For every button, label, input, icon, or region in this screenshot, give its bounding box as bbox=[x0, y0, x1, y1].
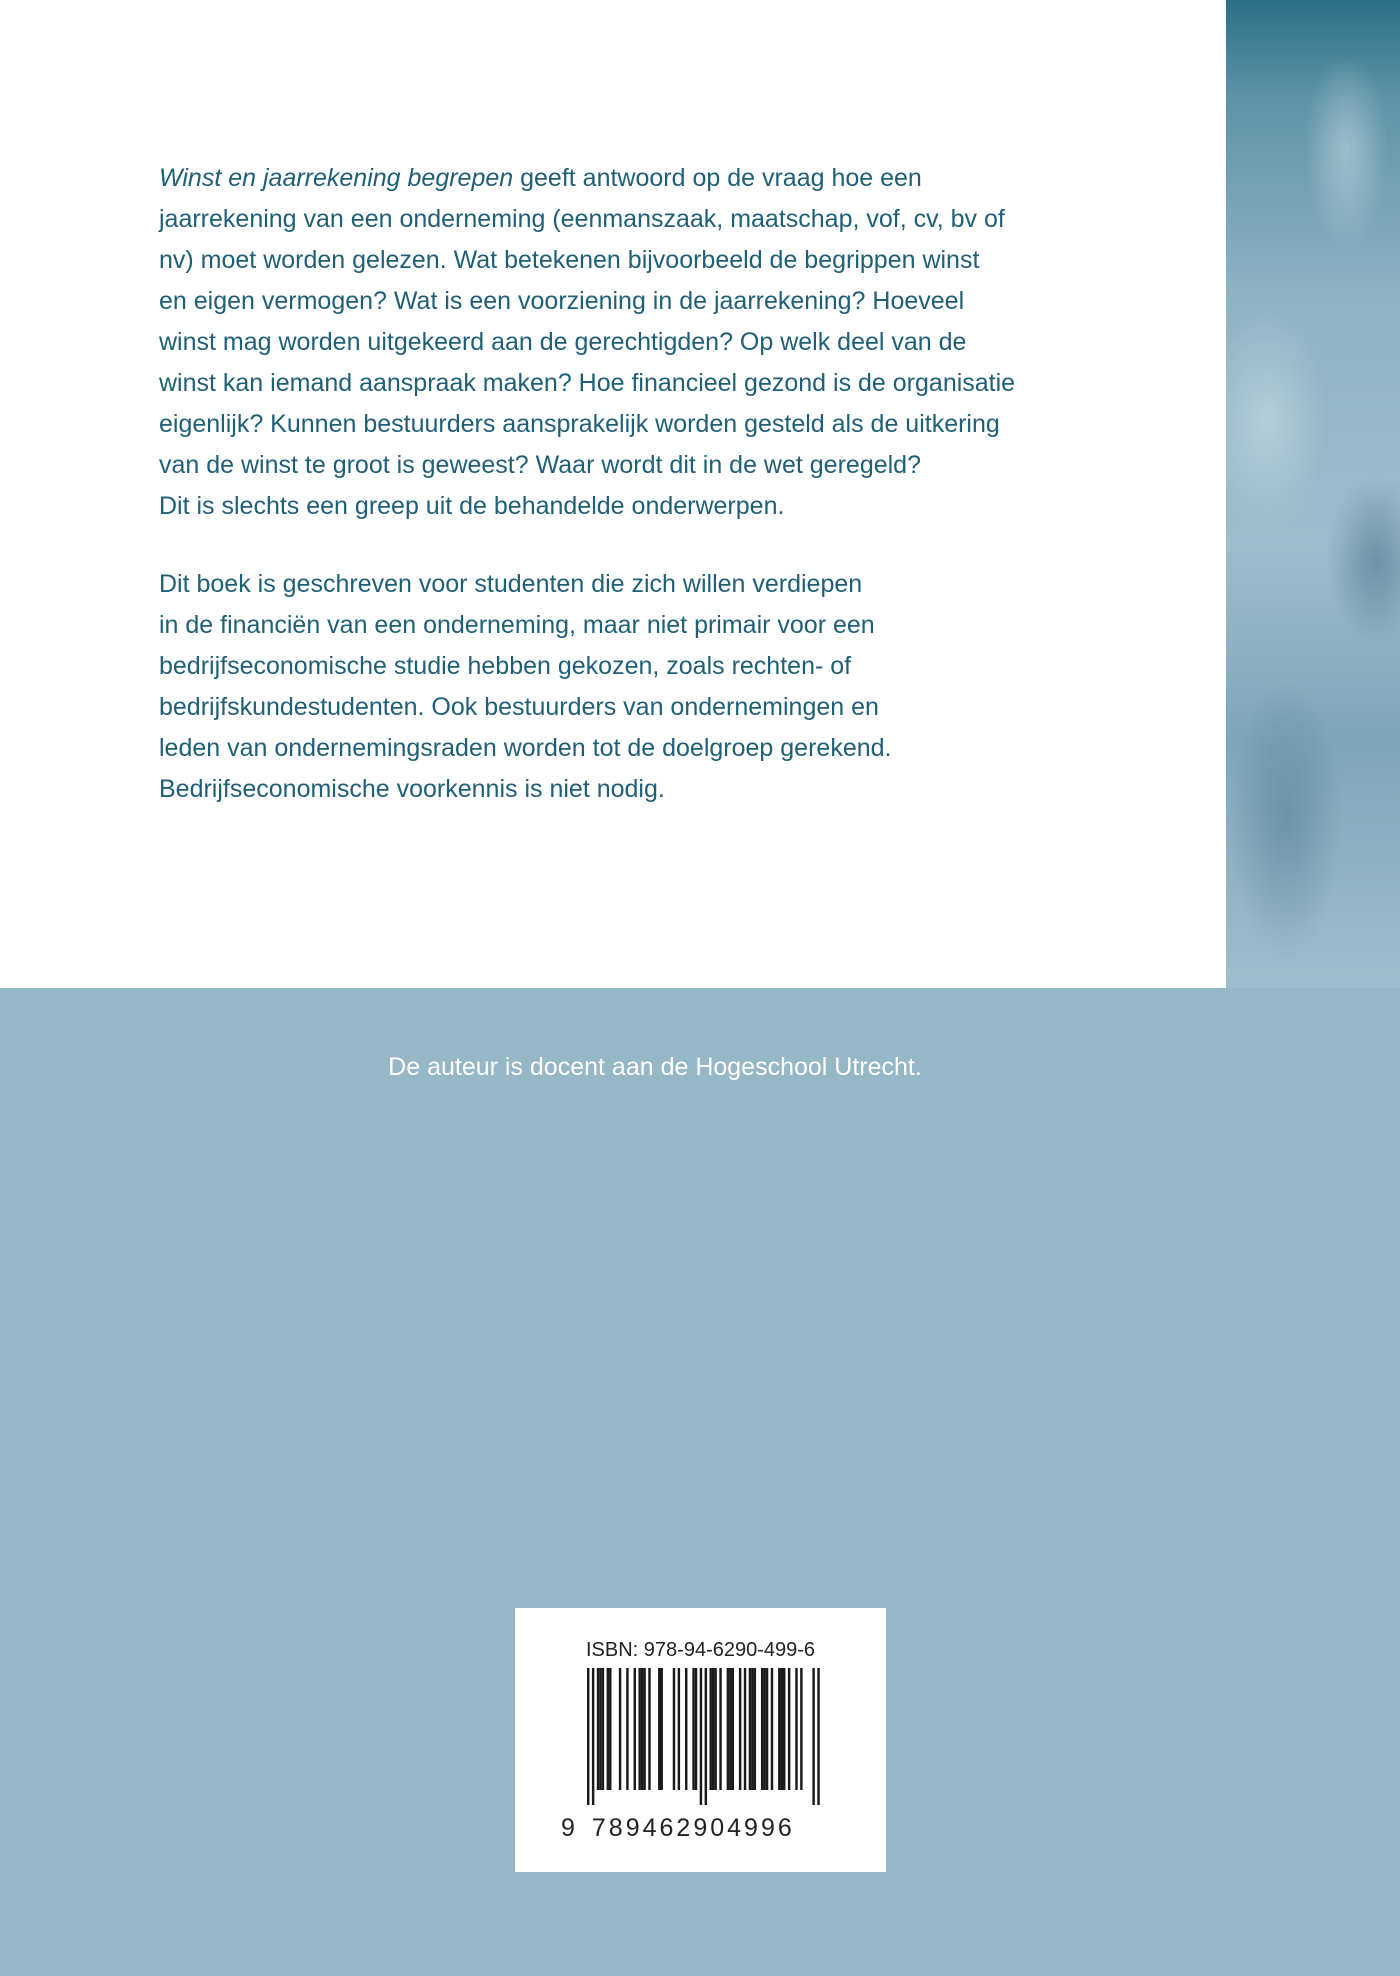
paragraph-line: winst kan iemand aanspraak maken? Hoe financieel gezond is de organisatie bbox=[159, 369, 1016, 397]
paragraph-line: bedrijfseconomische studie hebben gekozen, zoals rechten- of bbox=[159, 652, 852, 680]
barcode-bar bbox=[732, 1668, 734, 1790]
barcode-bar bbox=[788, 1668, 790, 1790]
paragraph-line: Dit is slechts een greep uit de behandelde onderwerpen. bbox=[159, 492, 785, 520]
barcode-bar bbox=[641, 1668, 643, 1790]
paragraph-line: Bedrijfseconomische voorkennis is niet nodig. bbox=[159, 775, 665, 803]
barcode-bar bbox=[692, 1668, 694, 1790]
barcode-bar bbox=[648, 1668, 650, 1790]
barcode-bar bbox=[727, 1668, 729, 1790]
barcode-bar bbox=[658, 1668, 660, 1790]
barcode-digits bbox=[561, 1814, 795, 1843]
barcode-bar bbox=[685, 1668, 687, 1790]
paragraph-line: in de financiën van een onderneming, maar niet primair voor een bbox=[159, 611, 875, 639]
barcode-bar bbox=[778, 1668, 780, 1790]
barcode-bar bbox=[712, 1668, 714, 1790]
barcode-bar bbox=[661, 1668, 663, 1790]
barcode-bar bbox=[729, 1668, 731, 1790]
barcode-bar bbox=[763, 1668, 765, 1790]
barcode-bar bbox=[761, 1668, 763, 1790]
barcode-bar bbox=[619, 1668, 621, 1790]
paragraph-line: van de winst te groot is geweest? Waar wordt dit in de wet geregeld? bbox=[159, 451, 921, 479]
barcode-bar bbox=[783, 1668, 785, 1790]
paragraph-line: winst mag worden uitgekeerd aan de gerechtigden? Op welk deel van de bbox=[159, 328, 967, 356]
barcode-bar bbox=[643, 1668, 645, 1790]
barcode-bar bbox=[710, 1668, 712, 1790]
top-white-panel bbox=[0, 0, 1226, 988]
barcode-bar bbox=[638, 1668, 640, 1790]
cover-photo-strip bbox=[1226, 0, 1400, 988]
paragraph-line: jaarrekening van een onderneming (eenmanszaak, maatschap, vof, cv, bv of bbox=[159, 205, 1005, 233]
author-note: De auteur is docent aan de Hogeschool Utrecht. bbox=[388, 1053, 922, 1081]
barcode-bar bbox=[597, 1668, 599, 1790]
paragraph-line: Dit boek is geschreven voor studenten die zich willen verdiepen bbox=[159, 570, 863, 598]
barcode-bar bbox=[754, 1668, 756, 1790]
barcode-bar bbox=[700, 1668, 702, 1805]
audience-paragraph bbox=[159, 564, 1099, 810]
barcode-box bbox=[515, 1608, 886, 1872]
paragraph-line: nv) moet worden gelezen. Wat betekenen bijvoorbeeld de begrippen winst bbox=[159, 246, 980, 274]
barcode-bar bbox=[749, 1668, 751, 1790]
barcode-bar bbox=[678, 1668, 680, 1790]
barcode-bar bbox=[751, 1668, 753, 1790]
paragraph-line bbox=[159, 158, 1099, 199]
line-text: geeft antwoord op de vraag hoe een bbox=[520, 164, 922, 192]
barcode-bar bbox=[800, 1668, 802, 1790]
barcode-bar bbox=[602, 1668, 604, 1790]
barcode-bar bbox=[766, 1668, 768, 1790]
paragraph-line: en eigen vermogen? Wat is een voorziening in de jaarrekening? Hoeveel bbox=[159, 287, 965, 315]
barcode-bar bbox=[719, 1668, 721, 1790]
barcode-bar bbox=[587, 1668, 589, 1805]
barcode-digit-string: 789462904996 bbox=[591, 1814, 795, 1842]
barcode-bar bbox=[705, 1668, 707, 1805]
book-title: Winst en jaarrekening begrepen bbox=[159, 164, 514, 192]
barcode-bar bbox=[599, 1668, 601, 1790]
barcode-bar bbox=[771, 1668, 773, 1790]
barcode-bar bbox=[739, 1668, 741, 1790]
barcode-bar bbox=[817, 1668, 819, 1805]
barcode-bar bbox=[795, 1668, 797, 1790]
barcode-bar bbox=[781, 1668, 783, 1790]
barcode-first-digit: 9 bbox=[561, 1814, 578, 1842]
barcode-bar bbox=[609, 1668, 611, 1790]
isbn-label: ISBN: 978-94-6290-499-6 bbox=[586, 1639, 816, 1661]
barcode-bar bbox=[673, 1668, 675, 1790]
barcode-bar bbox=[744, 1668, 746, 1790]
barcode-bar bbox=[607, 1668, 609, 1790]
barcode-bar bbox=[626, 1668, 628, 1790]
paragraph-line: leden van ondernemingsraden worden tot de doelgroep gerekend. bbox=[159, 734, 892, 762]
barcode-bar bbox=[714, 1668, 716, 1790]
barcode-bar bbox=[592, 1668, 594, 1805]
barcode-bar bbox=[812, 1668, 814, 1805]
barcode-bar bbox=[695, 1668, 697, 1790]
description-paragraph bbox=[159, 158, 1099, 527]
paragraph-line: eigenlijk? Kunnen bestuurders aansprakelijk worden gesteld als de uitkering bbox=[159, 410, 1000, 438]
paragraph-line: bedrijfskundestudenten. Ook bestuurders van ondernemingen en bbox=[159, 693, 879, 721]
barcode-bar bbox=[634, 1668, 636, 1790]
